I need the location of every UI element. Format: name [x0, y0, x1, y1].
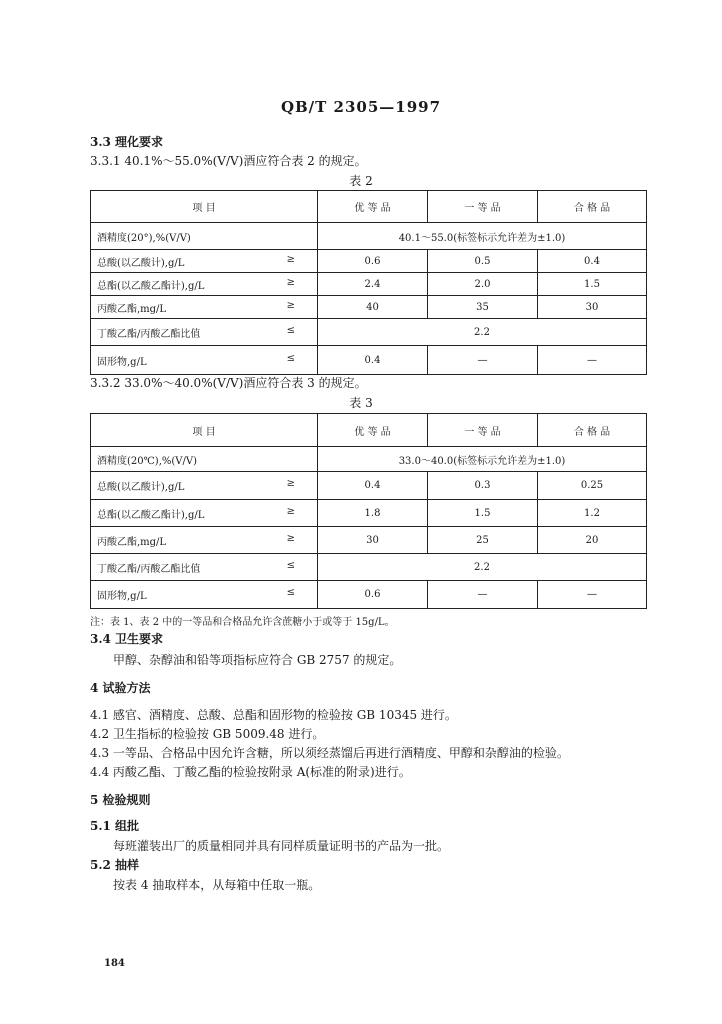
section-5-title: 5 检验规则 [90, 793, 151, 807]
section-3-4-title: 3.4 卫生要求 [90, 632, 164, 646]
cell-value: — [428, 346, 538, 375]
comparison-symbol: ≥ [286, 478, 295, 489]
cell-value: 0.6 [318, 250, 428, 273]
section-4-3: 4.3 一等品、合格品中因允许含糖，所以须经蒸馏后再进行酒精度、甲醇和杂醇油的检验。 [90, 746, 569, 760]
comparison-symbol: ≤ [286, 587, 295, 598]
table-header-first-grade: 一 等 品 [428, 191, 538, 223]
row-label: 固形物,g/L [97, 591, 147, 602]
section-4-title: 4 试验方法 [90, 681, 151, 695]
row-label: 丁酸乙酯/丙酸乙酯比值 [97, 328, 201, 340]
table-header-qualified: 合 格 品 [538, 414, 647, 447]
cell-value: 20 [538, 527, 647, 554]
cell-alcohol-value: 40.1～55.0(标签标示允许差为±1.0) [318, 223, 647, 250]
cell-value: 35 [428, 296, 538, 319]
comparison-symbol: ≥ [286, 276, 295, 288]
table-header-premium: 优 等 品 [318, 191, 428, 223]
cell-ratio-value: 2.2 [318, 319, 647, 346]
section-5-1-title: 5.1 组批 [90, 819, 140, 833]
section-3-4-text: 甲醇、杂醇油和铅等项指标应符合 GB 2757 的规定。 [113, 653, 402, 667]
comparison-symbol: ≥ [286, 253, 295, 265]
row-label: 总酯(以乙酸乙酯计),g/L [97, 509, 205, 521]
section-4-2: 4.2 卫生指标的检验按 GB 5009.48 进行。 [90, 727, 325, 741]
table-header-first-grade: 一 等 品 [428, 414, 538, 447]
table-row [91, 273, 647, 296]
table-note: 注：表 1、表 2 中的一等品和合格品允许含蔗糖小于或等于 15g/L。 [90, 617, 395, 628]
section-4-1: 4.1 感官、酒精度、总酸、总酯和固形物的检验按 GB 10345 进行。 [90, 708, 457, 722]
comparison-symbol: ≥ [286, 505, 295, 517]
section-5-2-title: 5.2 抽样 [90, 858, 140, 872]
row-label: 总酯(以乙酸乙酯计),g/L [97, 280, 205, 292]
section-3-3-2-text: 3.3.2 33.0%～40.0%(V/V)酒应符合表 3 的规定。 [90, 376, 367, 390]
section-3-3-title: 3.3 理化要求 [90, 135, 164, 149]
table-row [91, 500, 647, 527]
row-label: 总酸(以乙酸计),g/L [97, 482, 185, 493]
comparison-symbol: ≤ [286, 352, 295, 364]
cell-value: 40 [318, 296, 428, 319]
table-row [91, 527, 647, 554]
table-row [91, 554, 647, 581]
table-row [91, 581, 647, 609]
cell-value: 0.5 [428, 250, 538, 273]
cell-value: — [538, 346, 647, 375]
cell-value: 2.4 [318, 273, 428, 296]
table-row [91, 296, 647, 319]
table-row [91, 472, 647, 500]
table-3-caption: 表 3 [349, 396, 373, 410]
document-code-header: QB/T 2305—1997 [280, 98, 442, 116]
table-3 [90, 413, 647, 609]
cell-value: 1.5 [538, 273, 647, 296]
row-label-alcohol: 酒精度(20℃),%(V/V) [91, 447, 318, 472]
comparison-symbol: ≤ [286, 559, 295, 571]
cell-value: 0.4 [538, 250, 647, 273]
section-4-4: 4.4 丙酸乙酯、丁酸乙酯的检验按附录 A(标准的附录)进行。 [90, 765, 411, 779]
table-2 [90, 190, 647, 375]
cell-value: 30 [538, 296, 647, 319]
cell-value: 1.8 [318, 500, 428, 527]
row-label: 丙酸乙酯,mg/L [97, 303, 167, 315]
cell-value: 1.2 [538, 500, 647, 527]
cell-value: 0.6 [318, 581, 428, 609]
table-header-item: 项 目 [91, 414, 318, 447]
section-5-1-text: 每班灌装出厂的质量相同并具有同样质量证明书的产品为一批。 [113, 839, 450, 853]
cell-value: 0.3 [428, 472, 538, 500]
table-header-premium: 优 等 品 [318, 414, 428, 447]
row-label: 丁酸乙酯/丙酸乙酯比值 [97, 563, 201, 575]
cell-value: — [428, 581, 538, 609]
table-header-qualified: 合 格 品 [538, 191, 647, 223]
cell-alcohol-value: 33.0～40.0(标签标示允许差为±1.0) [318, 447, 647, 472]
row-label: 固形物,g/L [97, 356, 147, 368]
cell-value: 25 [428, 527, 538, 554]
row-label-alcohol: 酒精度(20°),%(V/V) [91, 223, 318, 250]
cell-value: 0.25 [538, 472, 647, 500]
comparison-symbol: ≥ [286, 299, 295, 311]
section-5-2-text: 按表 4 抽取样本，从每箱中任取一瓶。 [113, 878, 321, 892]
table-2-caption: 表 2 [349, 174, 373, 188]
comparison-symbol: ≤ [286, 324, 295, 336]
cell-ratio-value: 2.2 [318, 554, 647, 581]
table-row [91, 346, 647, 375]
cell-value: 0.4 [318, 472, 428, 500]
cell-value: 2.0 [428, 273, 538, 296]
row-label: 总酸(以乙酸计),g/L [97, 257, 185, 269]
comparison-symbol: ≥ [286, 532, 295, 544]
table-row [91, 250, 647, 273]
cell-value: — [538, 581, 647, 609]
table-row [91, 319, 647, 346]
cell-value: 0.4 [318, 346, 428, 375]
cell-value: 1.5 [428, 500, 538, 527]
row-label: 丙酸乙酯,mg/L [97, 536, 167, 548]
table-header-item: 项 目 [91, 191, 318, 223]
page-number: 184 [104, 958, 125, 969]
section-3-3-1-text: 3.3.1 40.1%～55.0%(V/V)酒应符合表 2 的规定。 [90, 154, 367, 168]
cell-value: 30 [318, 527, 428, 554]
